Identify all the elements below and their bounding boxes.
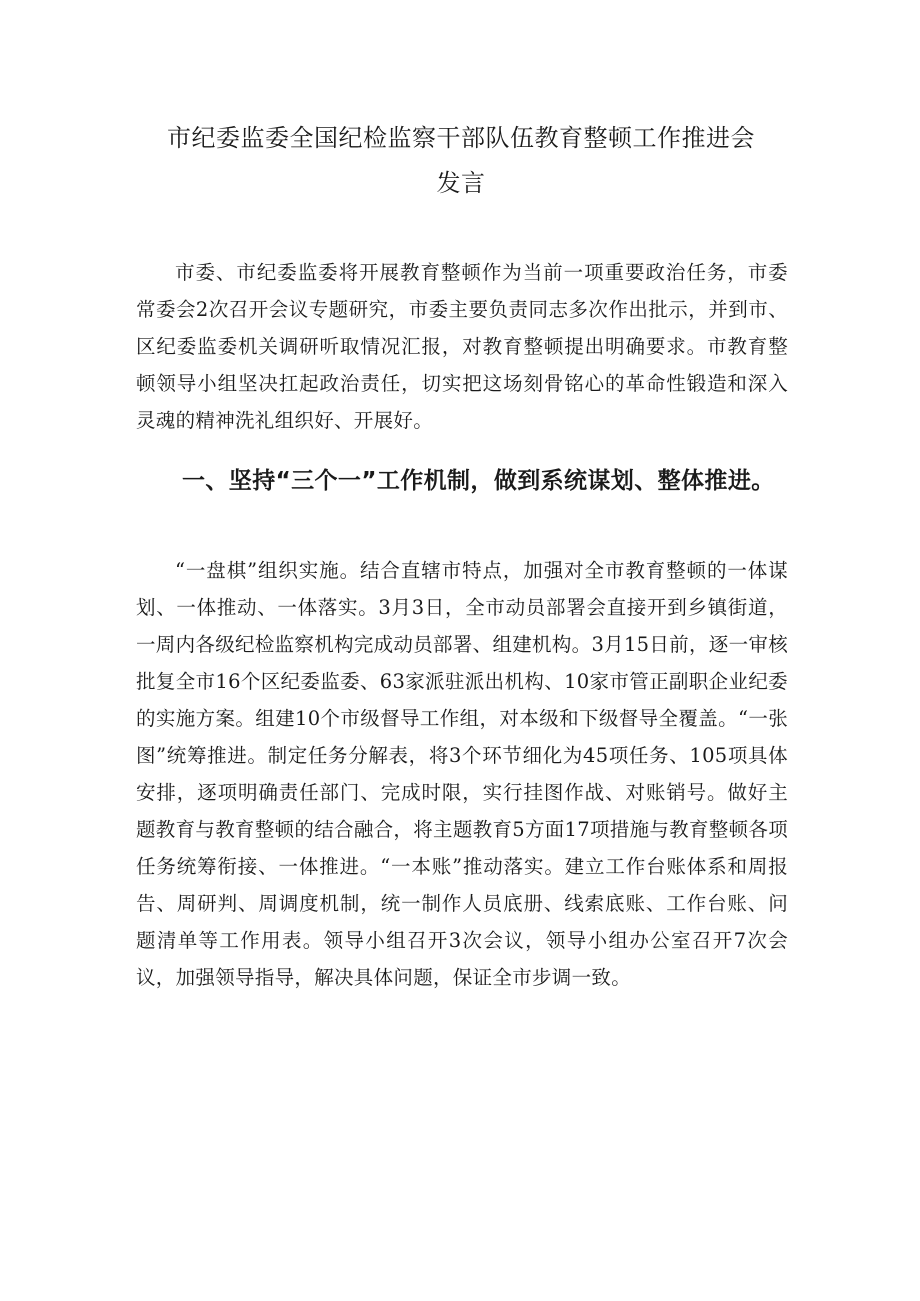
title-line-1: 市纪委监委全国纪检监察干部队伍教育整顿工作推进会 (167, 124, 755, 152)
paragraph-intro: 市委、市纪委监委将开展教育整顿作为当前一项重要政治任务，市委常委会2次召开会议专题研究，市委主要负责同志多次作出批示，并到市、区纪委监委机关调研听取情况汇报，对教育整顿提出明确要求。市教育整顿领导小组坚决扛起政治责任，切实把这场刻骨铭心的革命性锻造和深入灵魂的精神洗礼组织好、开展好。 (136, 261, 788, 432)
section-heading-1: 一、坚持“三个一”工作机制，做到系统谋划、整体推进。 (182, 468, 775, 494)
paragraph-section-1: “一盘棋”组织实施。结合直辖市特点，加强对全市教育整顿的一体谋划、一体推动、一体落实。3月3日，全市动员部署会直接开到乡镇街道，一周内各级纪检监察机构完成动员部署、组建机构。3月15日前，逐一审核批复全市16个区纪委监委、63家派驻派出机构、10家市管正副职企业纪委的实施方案。组建10个市级督导工作组，对本级和下级督导全覆盖。“一张图”统筹推进。制定任务分解表，将3个环节细化为45项任务、105项具体安排，逐项明确责任部门、完成时限，实行挂图作战、对账销号。做好主题教育与教育整顿的结合融合，将主题教育5方面17项措施与教育整顿各项任务统筹衔接、一体推进。“一本账”推动落实。建立工作台账体系和周报告、周研判、周调度机制，统一制作人员底册、线索底账、工作台账、问题清单等工作用表。领导小组召开3次会议，领导小组办公室召开7次会议，加强领导指导，解决具体问题，保证全市步调一致。 (136, 559, 788, 989)
title-line-2: 发言 (436, 169, 486, 197)
document-title (136, 116, 786, 206)
